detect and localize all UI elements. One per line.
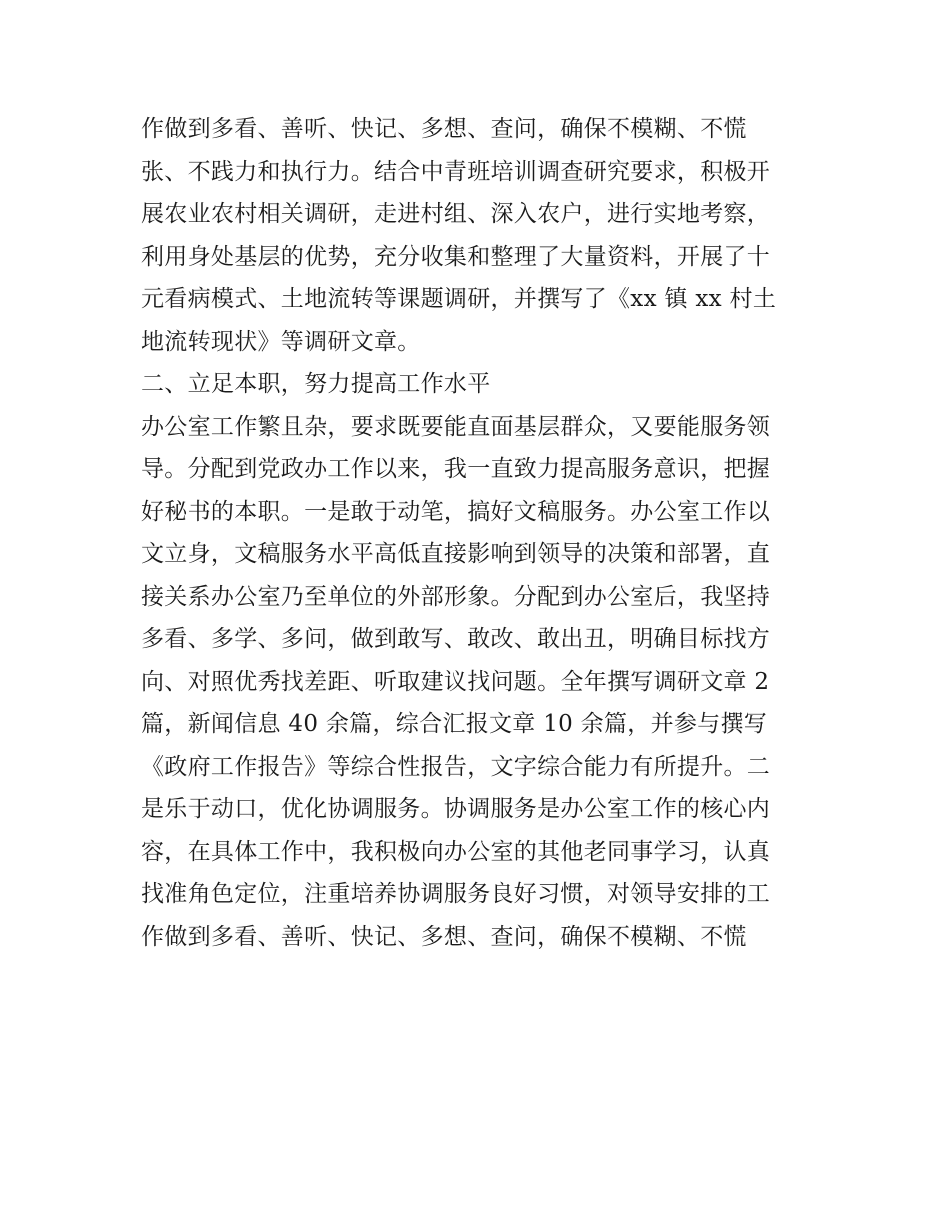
- text-line: 张、不践力和执行力。结合中青班培训调查研究要求，积极开: [141, 158, 771, 185]
- text-line: 篇，新闻信息 40 余篇，综合汇报文章 10 余篇，并参与撰写: [141, 711, 768, 737]
- text-line: 办公室工作繁且杂，要求既要能直面基层群众，又要能服务领: [141, 413, 771, 440]
- text-line: 容，在具体工作中，我积极向办公室的其他老同事学习，认真: [141, 838, 771, 865]
- text-line: 利用身处基层的优势，充分收集和整理了大量资料，开展了十: [141, 243, 771, 270]
- text-line: 作做到多看、善听、快记、多想、查问，确保不模糊、不慌: [141, 116, 747, 142]
- text-line: 文立身，文稿服务水平高低直接影响到领导的决策和部署，直: [141, 541, 771, 567]
- text-line: 找准角色定位，注重培养协调服务良好习惯，对领导安排的工: [141, 881, 771, 907]
- text-line: 是乐于动口，优化协调服务。协调服务是办公室工作的核心内: [141, 796, 771, 822]
- text-line: 作做到多看、善听、快记、多想、查问，确保不模糊、不慌: [141, 923, 747, 950]
- text-line: 接关系办公室乃至单位的外部形象。分配到办公室后，我坚持: [141, 583, 771, 610]
- document-body: [141, 108, 821, 958]
- text-line: 地流转现状》等调研文章。: [141, 328, 421, 355]
- text-line: 导。分配到党政办工作以来，我一直致力提高服务意识，把握: [141, 456, 771, 482]
- text-line: 元看病模式、土地流转等课题调研，并撰写了《xx 镇 xx 村土: [141, 286, 777, 312]
- text-line: 多看、多学、多问，做到敢写、敢改、敢出丑，明确目标找方: [141, 626, 771, 652]
- text-line: 好秘书的本职。一是敢于动笔，搞好文稿服务。办公室工作以: [141, 498, 771, 525]
- text-line: 展农业农村相关调研，走进村组、深入农户，进行实地考察，: [141, 201, 771, 227]
- section-heading: 二、立足本职，努力提高工作水平: [141, 371, 491, 397]
- text-line: 《政府工作报告》等综合性报告，文字综合能力有所提升。二: [141, 753, 771, 780]
- text-line: 向、对照优秀找差距、听取建议找问题。全年撰写调研文章 2: [141, 668, 770, 695]
